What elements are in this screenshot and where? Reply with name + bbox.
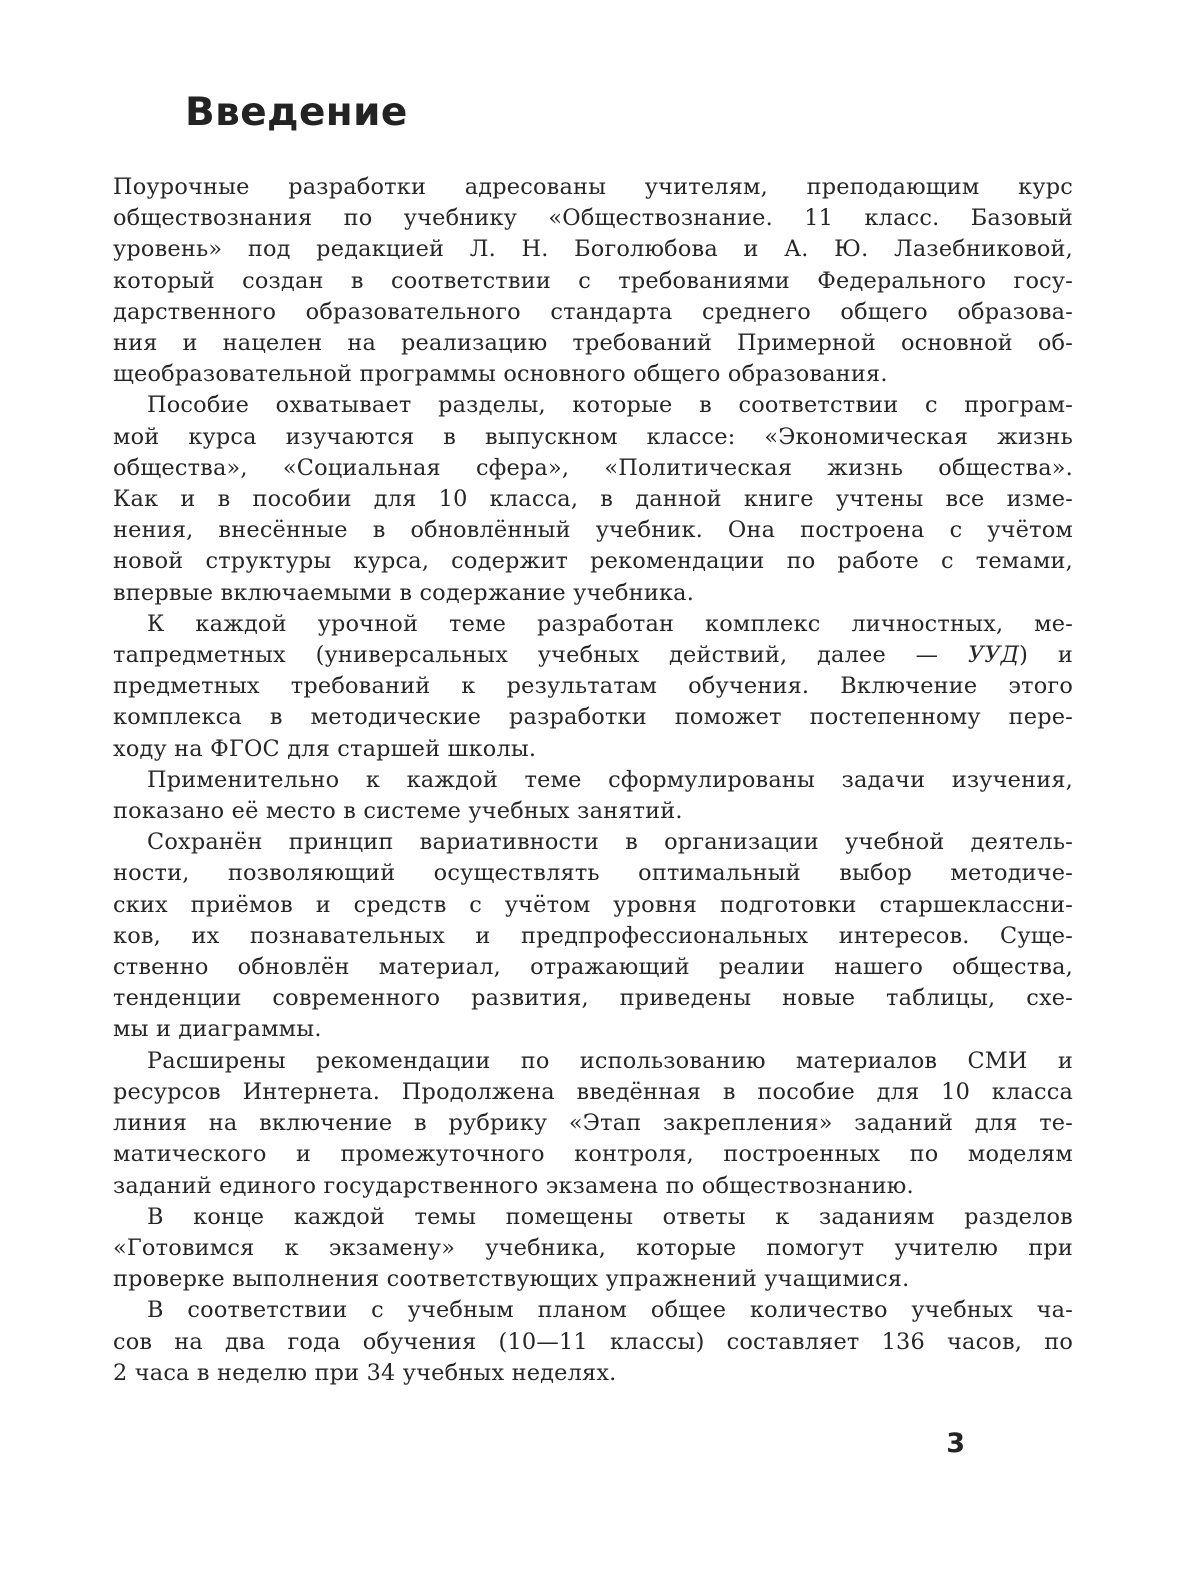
text-line: В соответствии с учебным планом общее количество учебных ча- [147,1297,1073,1324]
text-line: сов на два года обучения (10—11 классы) составляет 136 часов, по [113,1328,1073,1355]
text-line: впервые включаемыми в содержание учебника. [113,579,695,606]
text-line: мой курса изучаются в выпускном классе: «Экономическая жизнь [113,423,1073,450]
text-line: мы и диаграммы. [113,1016,322,1043]
text-line: матического и промежуточного контроля, построенных по моделям [113,1141,1073,1168]
text-line: В конце каждой темы помещены ответы к заданиям разделов [147,1203,1073,1230]
text-line: Сохранён принцип вариативности в организации учебной деятель- [147,829,1073,856]
abbreviation-uud: УУД [968,642,1020,669]
paragraph [113,1202,1073,1296]
page-title: Введение [185,90,408,135]
text-line: проверке выполнения соответствующих упражнений учащимися. [113,1266,910,1293]
text-line: дарственного образовательного стандарта среднего общего образова- [113,298,1073,325]
paragraph [113,609,1073,765]
text-line: общества», «Социальная сфера», «Политическая жизнь общества». [113,454,1073,481]
paragraph [113,1295,1073,1389]
text-line: ков, их познавательных и предпрофессиональных интересов. Суще- [113,922,1073,949]
text-line: Расширены рекомендации по использованию материалов СМИ и [147,1047,1073,1074]
text-line: линия на включение в рубрику «Этап закрепления» заданий для те- [113,1110,1073,1137]
text-line: заданий единого государственного экзамена по обществознанию. [113,1172,914,1199]
text-line: уровень» под редакцией Л. Н. Боголюбова и А. Ю. Лазебниковой, [113,236,1073,263]
text-line: «Готовимся к экзамену» учебника, которые помогут учителю при [113,1234,1073,1261]
body-text [113,172,1073,1389]
text-line: ности, позволяющий осуществлять оптимальный выбор методиче- [113,860,1073,887]
paragraph [113,765,1073,827]
paragraph [113,390,1073,608]
text-line: Пособие охватывает разделы, которые в соответствии с програм- [147,392,1073,419]
page-number: 3 [946,1428,965,1459]
text-line: 2 часа в неделю при 34 учебных неделях. [113,1359,617,1386]
text-line: тенденции современного развития, приведены новые таблицы, схе- [113,985,1073,1012]
text-line: комплекса в методические разработки поможет постепенному пере- [113,704,1073,731]
text-line: обществознания по учебнику «Обществознание. 11 класс. Базовый [113,205,1073,232]
paragraph [113,1046,1073,1202]
text-line: Применительно к каждой теме сформулированы задачи изучения, [147,766,1073,793]
text-line: ходу на ФГОС для старшей школы. [113,735,537,762]
text-line: новой структуры курса, содержит рекомендации по работе с темами, [113,548,1073,575]
text-line: ния и нацелен на реализацию требований Примерной основной об- [113,330,1073,357]
paragraph [113,827,1073,1045]
text-line: предметных требований к результатам обучения. Включение этого [113,673,1073,700]
text-line: ресурсов Интернета. Продолжена введённая в пособие для 10 класса [113,1078,1073,1105]
text-line: Поурочные разработки адресованы учителям, преподающим курс [113,174,1073,200]
paragraph [113,172,1073,390]
text-line: который создан в соответствии с требованиями Федерального госу- [113,267,1073,294]
text-line: тапредметных (универсальных учебных действий, далее — УУД) и [113,642,1073,669]
text-line: показано её место в системе учебных занятий. [113,798,683,825]
text-line: Как и в пособии для 10 класса, в данной книге учтены все изме- [113,486,1073,513]
text-line: ских приёмов и средств с учётом уровня подготовки старшеклассни- [113,891,1073,918]
text-line: К каждой урочной теме разработан комплекс личностных, ме- [147,610,1073,637]
text-line: ственно обновлён материал, отражающий реалии нашего общества, [113,954,1073,981]
text-line: нения, внесённые в обновлённый учебник. Она построена с учётом [113,517,1073,544]
text-line: щеобразовательной программы основного общего образования. [113,361,888,388]
